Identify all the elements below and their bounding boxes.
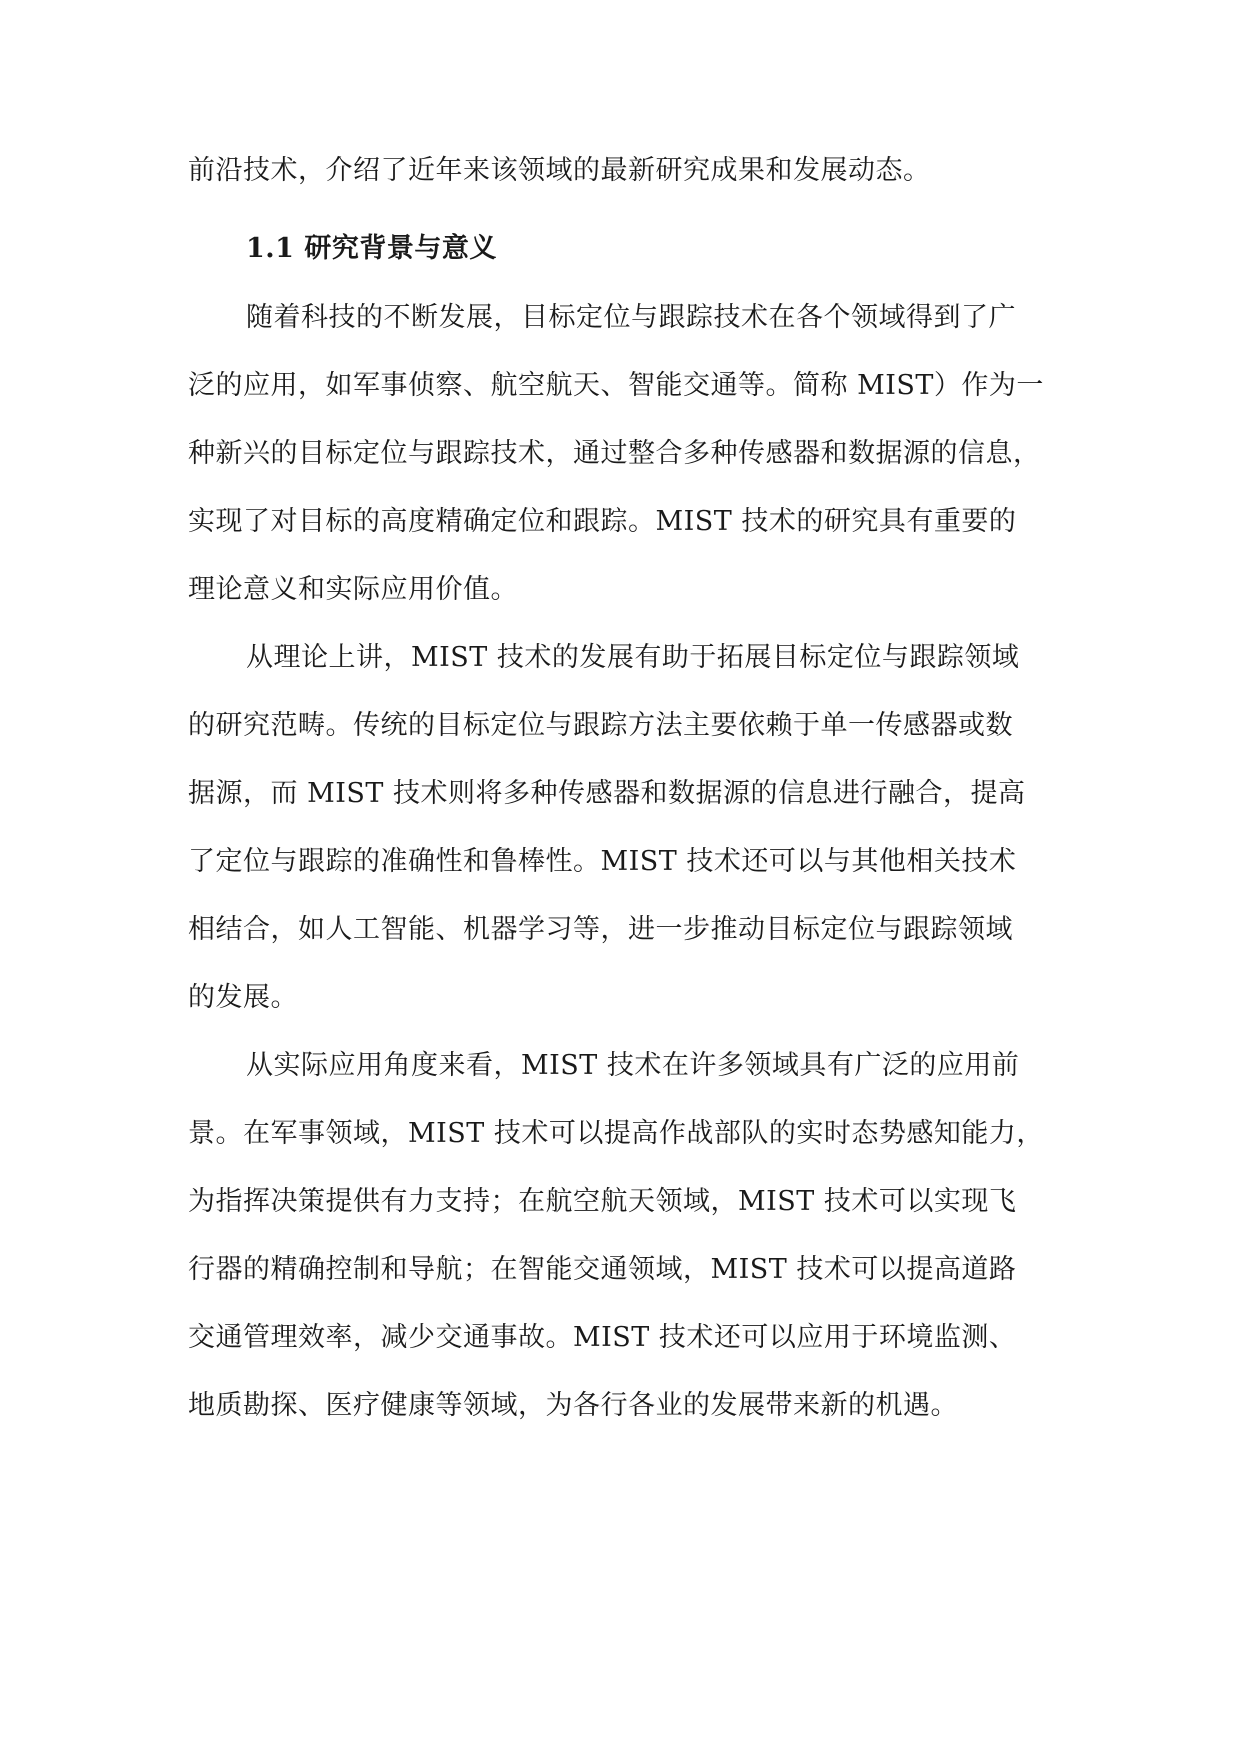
- text-line: 实现了对目标的高度精确定位和跟踪。MIST 技术的研究具有重要的: [188, 506, 1017, 537]
- text-line: 地质勘探、医疗健康等领域，为各行各业的发展带来新的机遇。: [188, 1390, 958, 1421]
- text-line: 的研究范畴。传统的目标定位与跟踪方法主要依赖于单一传感器或数: [188, 710, 1013, 741]
- text-line: 交通管理效率，减少交通事故。MIST 技术还可以应用于环境监测、: [188, 1322, 1017, 1353]
- text-line: 种新兴的目标定位与跟踪技术，通过整合多种传感器和数据源的信息，: [188, 438, 1041, 469]
- text-line: 前沿技术，介绍了近年来该领域的最新研究成果和发展动态。: [188, 155, 931, 186]
- text-line: 为指挥决策提供有力支持；在航空航天领域，MIST 技术可以实现飞: [188, 1186, 1017, 1217]
- text-line: 的发展。: [188, 982, 298, 1013]
- text-line: 相结合，如人工智能、机器学习等，进一步推动目标定位与跟踪领域: [188, 914, 1013, 945]
- text-line: 随着科技的不断发展，目标定位与跟踪技术在各个领域得到了广: [246, 302, 1016, 333]
- text-line: 从实际应用角度来看，MIST 技术在许多领域具有广泛的应用前: [246, 1050, 1020, 1081]
- text-line: 理论意义和实际应用价值。: [188, 574, 518, 605]
- text-line: 景。在军事领域，MIST 技术可以提高作战部队的实时态势感知能力，: [188, 1118, 1044, 1149]
- text-line: 泛的应用，如军事侦察、航空航天、智能交通等。简称 MIST）作为一: [188, 370, 1044, 401]
- text-line: 据源，而 MIST 技术则将多种传感器和数据源的信息进行融合，提高: [188, 778, 1026, 809]
- text-line: 了定位与跟踪的准确性和鲁棒性。MIST 技术还可以与其他相关技术: [188, 846, 1017, 877]
- section-heading: 1.1 研究背景与意义: [246, 233, 497, 264]
- text-line: 从理论上讲，MIST 技术的发展有助于拓展目标定位与跟踪领域: [246, 642, 1020, 673]
- text-line: 行器的精确控制和导航；在智能交通领域，MIST 技术可以提高道路: [188, 1254, 1017, 1285]
